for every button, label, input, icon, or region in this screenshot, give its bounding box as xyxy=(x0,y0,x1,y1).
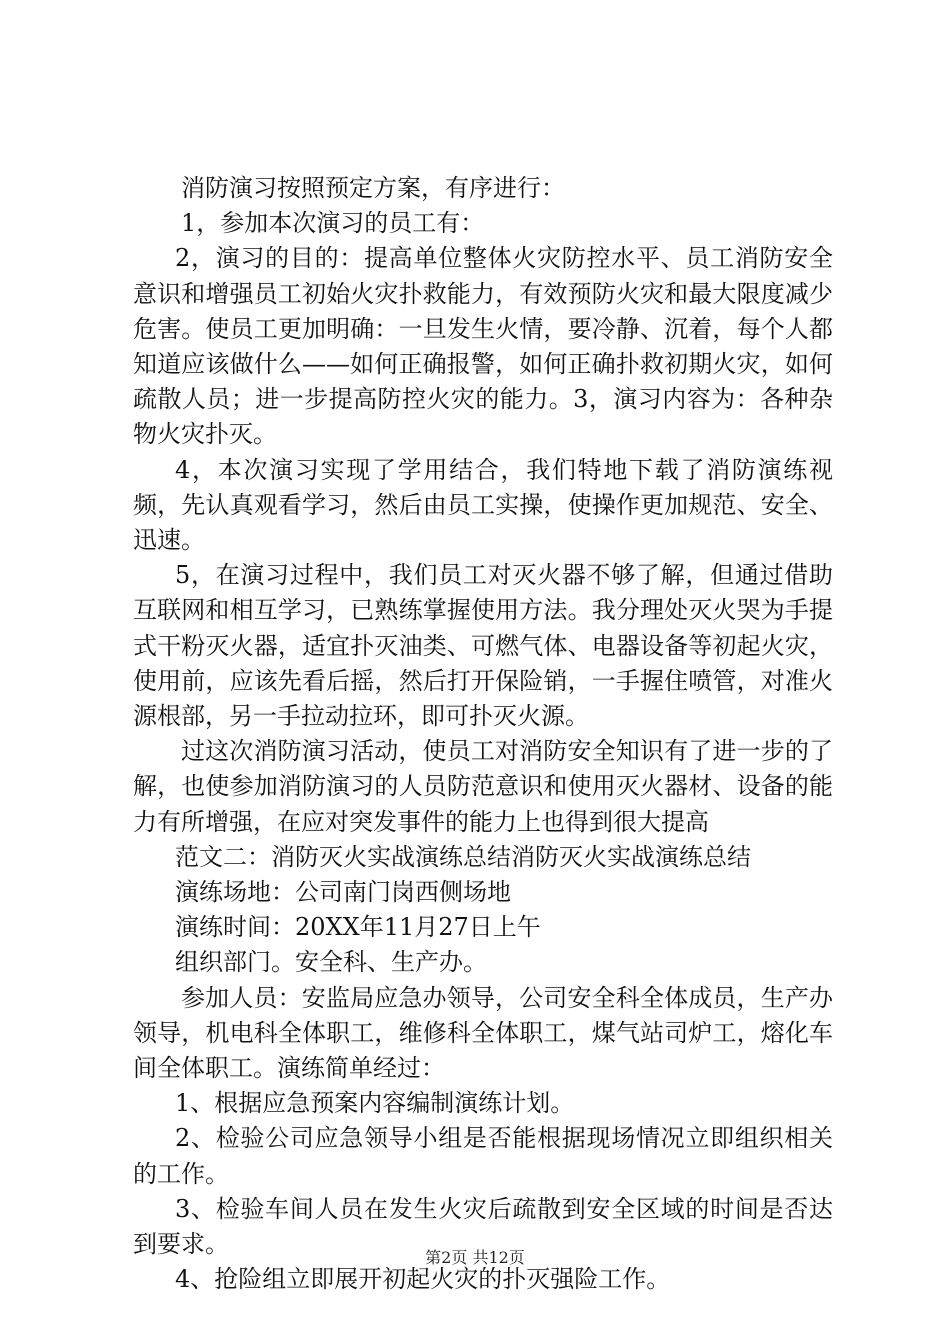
page-number-footer: 第2页 共12页 xyxy=(425,1248,525,1267)
paragraph: 2、检验公司应急领导小组是否能根据现场情况立即组织相关的工作。 xyxy=(133,1124,833,1188)
paragraph: 5，在演习过程中，我们员工对灭火器不够了解，但通过借助互联网和相互学习，已熟练掌握使用方法。我分理处灭火哭为手提式干粉灭火器，适宜扑灭油类、可燃气体、电器设备等初起火灾，使用前，应该先看后摇，然后打开保险销，一手握住喷管，对准火源根部，另一手拉动拉环，即可扑灭火源。 xyxy=(133,561,833,731)
paragraph: 范文二：消防灭火实战演练总结消防灭火实战演练总结 xyxy=(175,842,751,871)
paragraph: 1，参加本次演习的员工有： xyxy=(181,209,485,238)
paragraph: 过这次消防演习活动，使员工对消防安全知识有了进一步的了解，也使参加消防演习的人员防范意识和使用灭火器材、设备的能力有所增强，在应对突发事件的能力上也得到很大提高 xyxy=(133,737,833,836)
paragraph: 4、抢险组立即展开初起火灾的扑灭强险工作。 xyxy=(175,1265,671,1294)
document-body xyxy=(133,171,833,1298)
paragraph: 1、根据应急预案内容编制演练计划。 xyxy=(175,1089,575,1118)
paragraph: 参加人员：安监局应急办领导，公司安全科全体成员，生产办领导，机电科全体职工，维修科全体职工，煤气站司炉工，熔化车间全体职工。演练简单经过： xyxy=(133,983,833,1083)
paragraph: 消防演习按照预定方案，有序进行： xyxy=(181,174,565,202)
paragraph: 演练时间：20XX年11月27日上午 xyxy=(175,913,541,942)
paragraph: 组织部门。安全科、生产办。 xyxy=(175,948,487,977)
paragraph: 3、检验车间人员在发生火灾后疏散到安全区域的时间是否达到要求。 xyxy=(133,1194,833,1259)
paragraph: 4，本次演习实现了学用结合，我们特地下载了消防演练视频，先认真观看学习，然后由员工实操，使操作更加规范、安全、迅速。 xyxy=(133,455,833,555)
paragraph: 演练场地：公司南门岗西侧场地 xyxy=(175,878,511,907)
paragraph: 2，演习的目的：提高单位整体火灾防控水平、员工消防安全意识和增强员工初始火灾扑救能力，有效预防火灾和最大限度减少危害。使员工更加明确：一旦发生火情，要冷静、沉着，每个人都知道应该做什么——如何正确报警，如何正确扑救初期火灾，如何疏散人员；进一步提高防控火灾的能力。3，演习内容为：各种杂物火灾扑灭。 xyxy=(133,244,833,449)
